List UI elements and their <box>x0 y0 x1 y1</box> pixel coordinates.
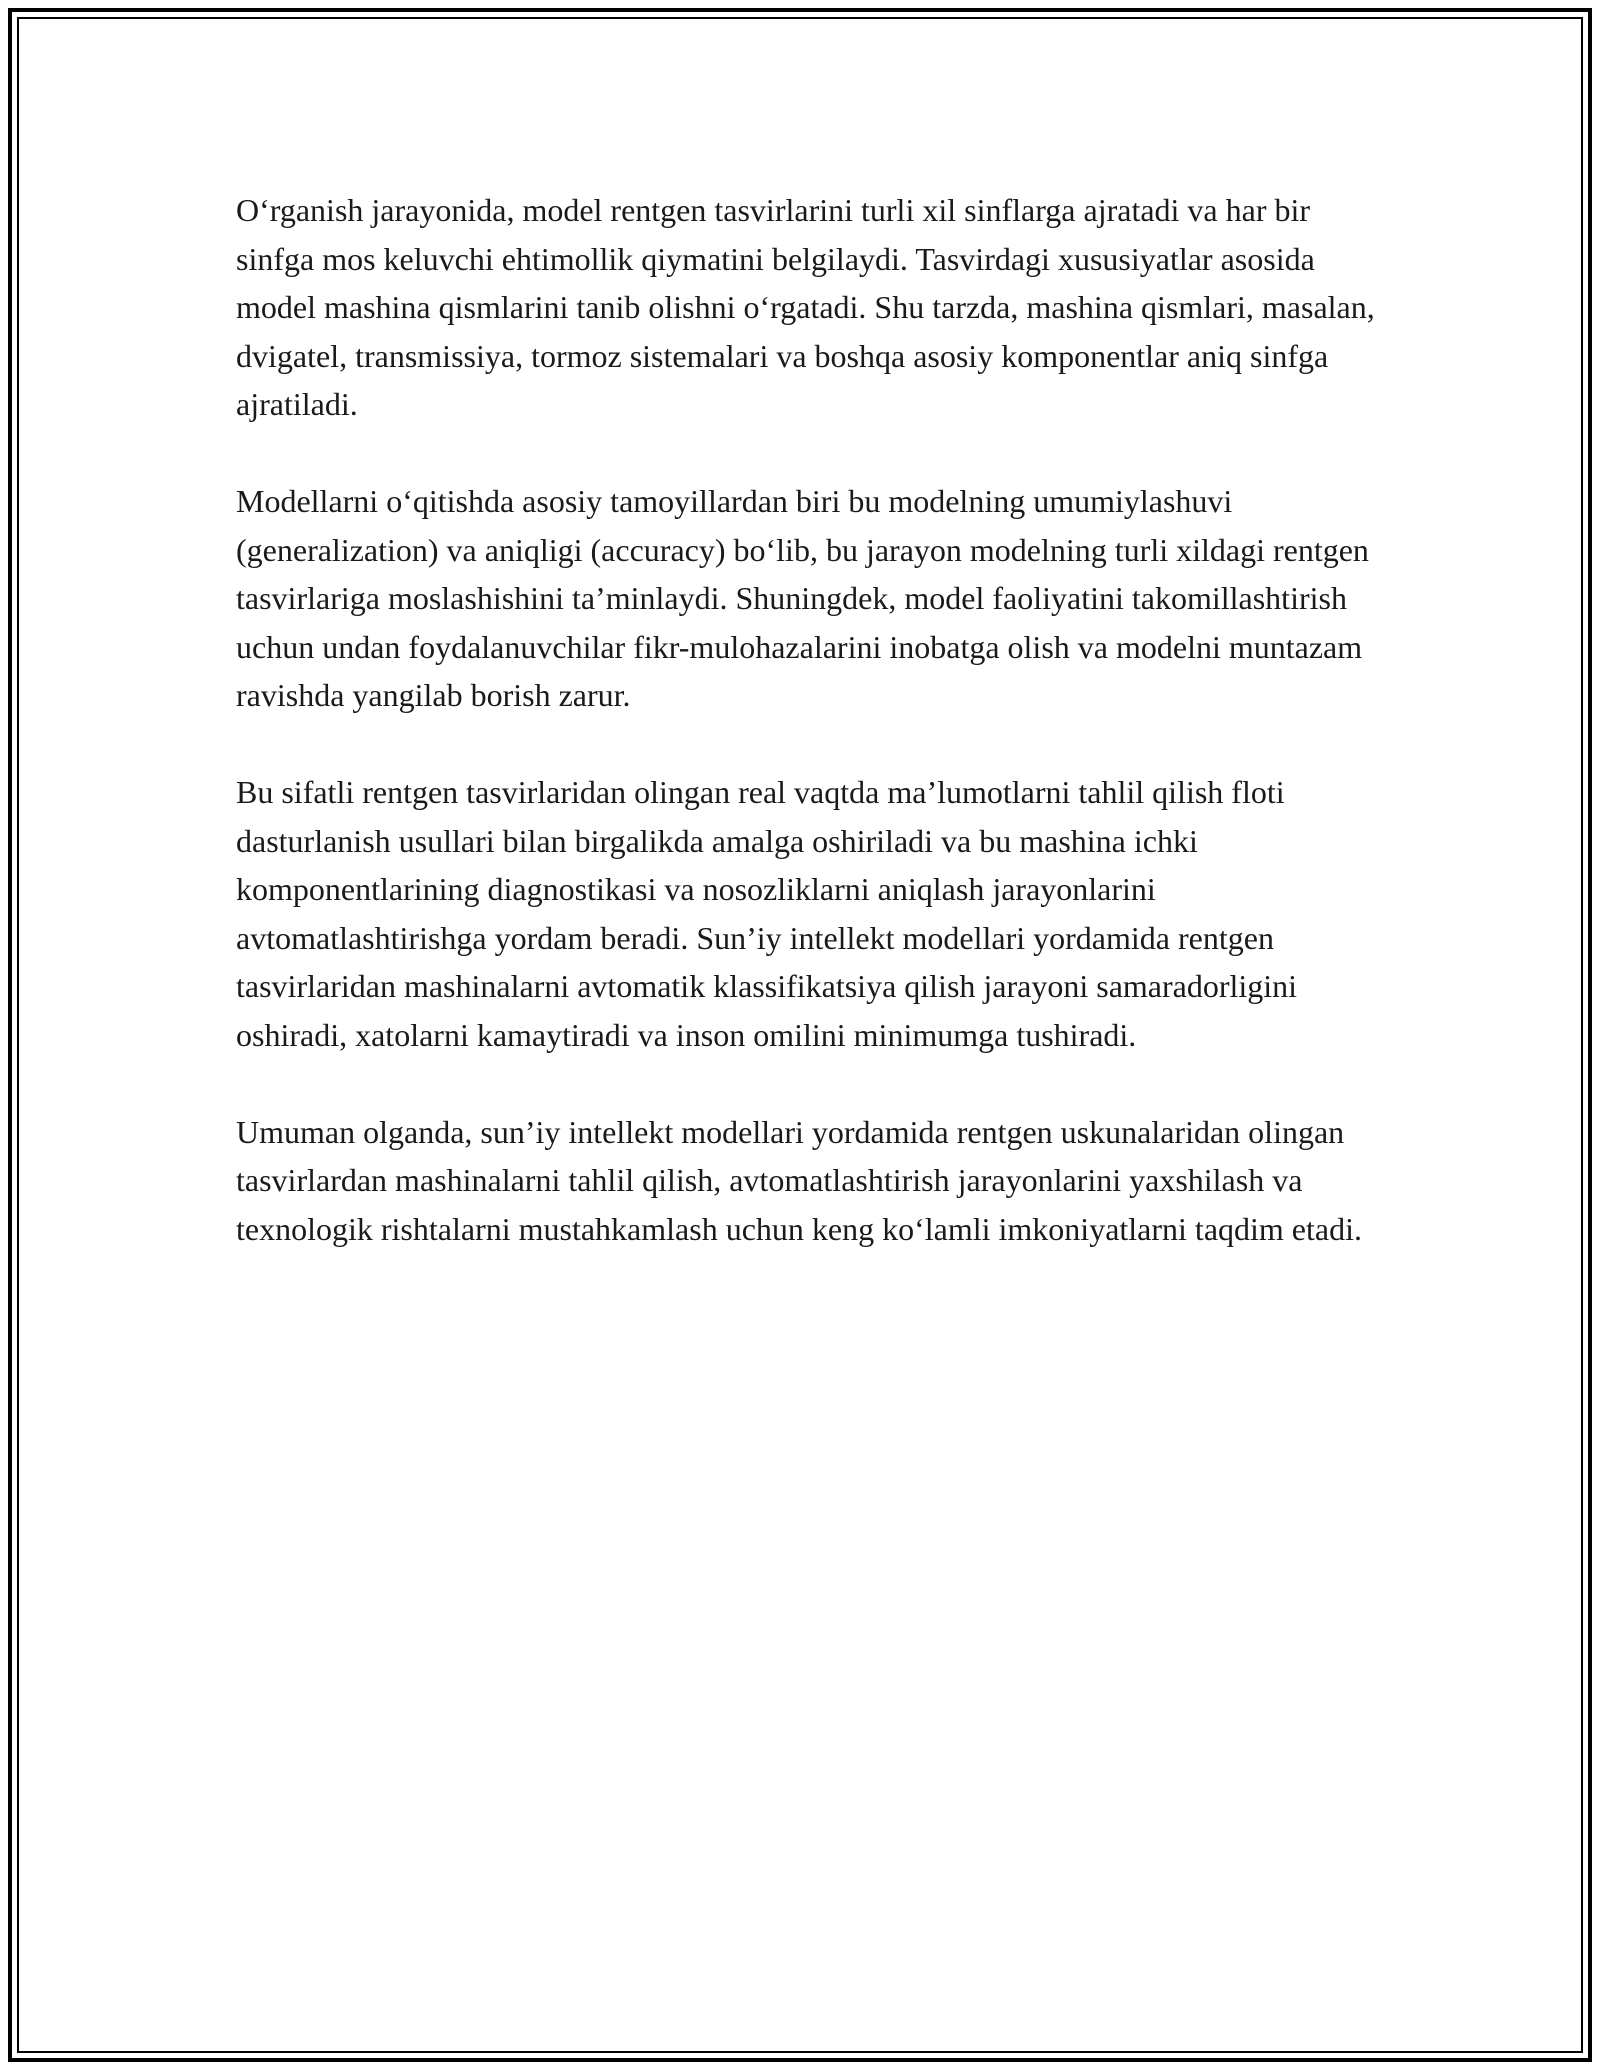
paragraph-3: Bu sifatli rentgen tasvirlaridan olingan real vaqtda ma’lumotlarni tahlil qilish floti dasturlanish usullari bilan birgalikda amalga oshiriladi va bu mashina ichki komponentlarining diagnostikasi va nosozliklarni aniqlash jarayonlarini avtomatlashtirishga yordam beradi. Sun’iy intellekt modellari yordamida rentgen tasvirlaridan mashinalarni avtomatik klassifikatsiya qilish jarayoni samaradorligini oshiradi, xatolarni kamaytiradi va inson omilini minimumga tushiradi. <box>236 774 1298 1053</box>
paragraph-1: O‘rganish jarayonida, model rentgen tasvirlarini turli xil sinflarga ajratadi va har bir sinfga mos keluvchi ehtimollik qiymatini belgilaydi. Tasvirdagi xususiyatlar asosida model mashina qismlarini tanib olishni o‘rgatadi. Shu tarzda, mashina qismlari, masalan, dvigatel, transmissiya, tormoz sistemalari va boshqa asosiy komponentlar aniq sinfga ajratiladi. <box>236 192 1375 422</box>
document-body <box>236 186 1386 1302</box>
paragraph-4: Umuman olganda, sun’iy intellekt modellari yordamida rentgen uskunalaridan olingan tasvirlardan mashinalarni tahlil qilish, avtomatlashtirish jarayonlarini yaxshilash va texnologik rishtalarni mustahkamlash uchun keng ko‘lamli imkoniyatlarni taqdim etadi. <box>236 1113 1362 1247</box>
paragraph-2: Modellarni o‘qitishda asosiy tamoyillardan biri bu modelning umumiylashuvi (generalization) va aniqligi (accuracy) bo‘lib, bu jarayon modelning turli xildagi rentgen tasvirlariga moslashishini ta’minlaydi. Shuningdek, model faoliyatini takomillashtirish uchun undan foydalanuvchilar fikr-mulohazalarini inobatga olish va modelni muntazam ravishda yangilab borish zarur. <box>236 483 1369 713</box>
